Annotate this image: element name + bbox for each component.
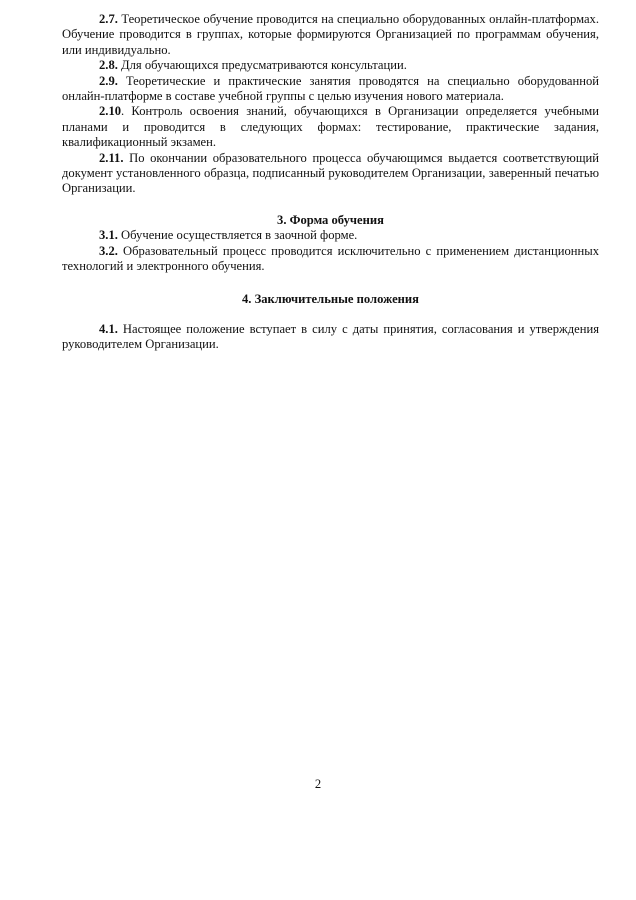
spacer bbox=[62, 275, 599, 292]
spacer bbox=[62, 307, 599, 322]
clause-number: 2.10 bbox=[99, 104, 122, 119]
clause-2-11 bbox=[62, 151, 599, 197]
page-number: 2 bbox=[314, 777, 322, 791]
clause-2-9 bbox=[62, 74, 599, 105]
clause-3-1 bbox=[62, 228, 599, 243]
clause-number: 2.11. bbox=[99, 150, 124, 165]
clause-number: 4.1. bbox=[99, 321, 118, 336]
section-4-heading: 4. Заключительные положения bbox=[241, 291, 419, 306]
section-3-heading: 3. Форма обучения bbox=[277, 212, 384, 227]
clause-2-7 bbox=[62, 12, 599, 58]
clause-text: По окончании образовательного процесса обучающимся выдается соответствующий документ установленного образца, подписанный руководителем Организации, заверенный печатью Организации. bbox=[62, 150, 599, 196]
clause-number: 2.8. bbox=[99, 58, 118, 73]
clause-text: Обучение осуществляется в заочной форме. bbox=[117, 228, 358, 243]
clause-text: . Контроль освоения знаний, обучающихся в Организации определяется учебными планами и проводится в следующих формах: тестирование, практические задания, квалификационный экзамен. bbox=[62, 104, 599, 150]
clause-number: 2.7. bbox=[99, 12, 118, 26]
document-body bbox=[62, 12, 599, 353]
clause-text: Теоретические и практические занятия проводятся на специально оборудованной онлайн-платформе в составе учебной группы с целью изучения нового материала. bbox=[62, 73, 599, 104]
clause-4-1 bbox=[62, 322, 599, 353]
clause-number: 3.1. bbox=[99, 228, 118, 243]
clause-text: Образовательный процесс проводится исключительно с применением дистанционных технологий и электронного обучения. bbox=[62, 243, 599, 274]
clause-text: Теоретическое обучение проводится на специально оборудованных онлайн-платформах. Обучение проводится в группах, которые формируются Организацией по программам обучения, или индивидуально. bbox=[62, 12, 599, 57]
clause-number: 3.2. bbox=[99, 243, 118, 258]
spacer bbox=[62, 197, 599, 213]
clause-number: 2.9. bbox=[99, 73, 118, 88]
clause-3-2 bbox=[62, 244, 599, 275]
clause-text: Для обучающихся предусматриваются консультации. bbox=[117, 58, 407, 73]
clause-2-8 bbox=[62, 58, 599, 73]
clause-text: Настоящее положение вступает в силу с даты принятия, согласования и утверждения руководителем Организации. bbox=[62, 321, 599, 352]
clause-2-10 bbox=[62, 104, 599, 150]
